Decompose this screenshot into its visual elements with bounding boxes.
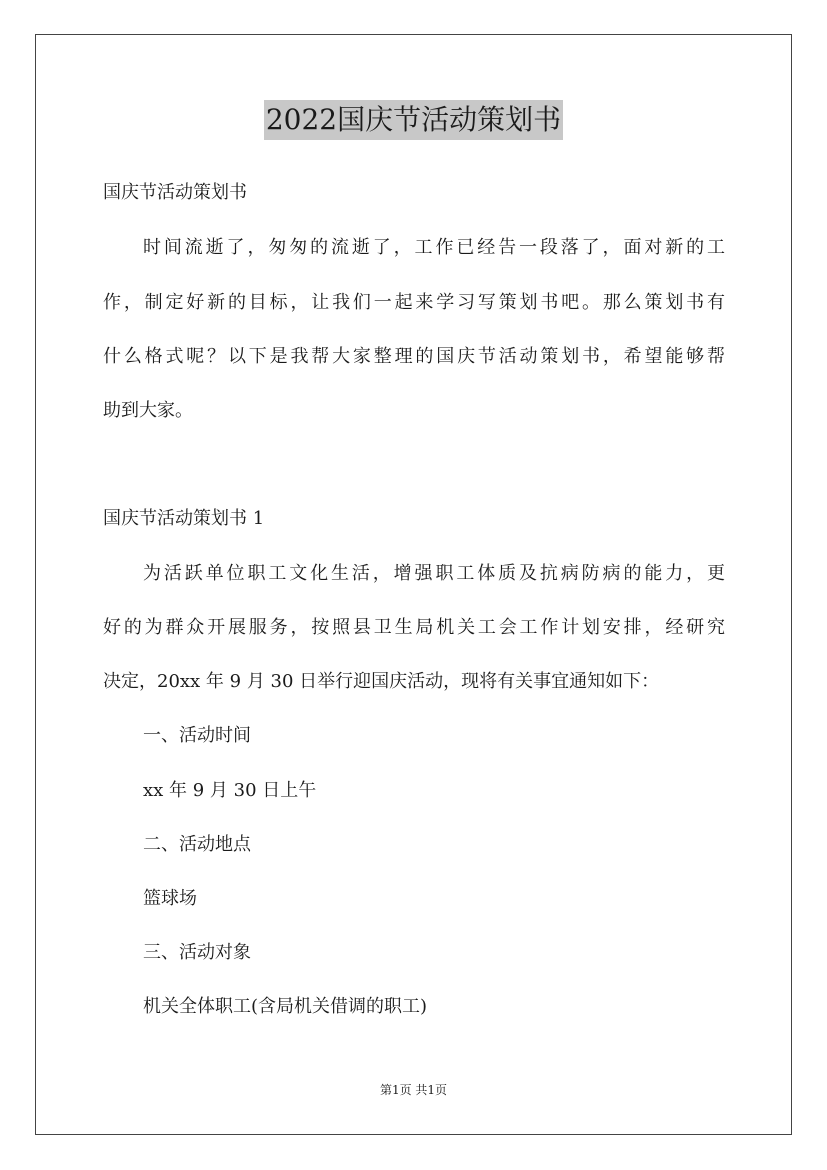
item-audience-heading: 三、活动对象 xyxy=(143,942,251,963)
item-audience-value: 机关全体职工(含局机关借调的职工) xyxy=(143,996,428,1017)
section1-line-2: 好的为群众开展服务，按照县卫生局机关工会工作计划安排，经研究 xyxy=(103,617,725,638)
item-location-heading: 二、活动地点 xyxy=(143,834,251,855)
document-subtitle: 国庆节活动策划书 xyxy=(103,182,247,203)
section1-line-3: 决定，20xx 年 9 月 30 日举行迎国庆活动，现将有关事宜通知如下： xyxy=(103,671,660,692)
intro-line-4: 助到大家。 xyxy=(103,400,193,421)
intro-line-2: 作，制定好新的目标，让我们一起来学习写策划书吧。那么策划书有 xyxy=(103,292,725,313)
item-location-value: 篮球场 xyxy=(143,888,197,909)
section1-heading: 国庆节活动策划书 1 xyxy=(103,508,265,529)
section1-line-1: 为活跃单位职工文化生活，增强职工体质及抗病防病的能力，更 xyxy=(143,563,725,584)
page-footer: 第1页 共1页 xyxy=(379,1083,448,1097)
intro-line-1: 时间流逝了，匆匆的流逝了，工作已经告一段落了，面对新的工 xyxy=(143,237,725,258)
title-container xyxy=(0,100,827,140)
document-title: 2022国庆节活动策划书 xyxy=(264,100,563,140)
item-time-value: xx 年 9 月 30 日上午 xyxy=(143,780,317,801)
item-time-heading: 一、活动时间 xyxy=(143,725,251,746)
intro-line-3: 什么格式呢？以下是我帮大家整理的国庆节活动策划书，希望能够帮 xyxy=(103,346,725,367)
